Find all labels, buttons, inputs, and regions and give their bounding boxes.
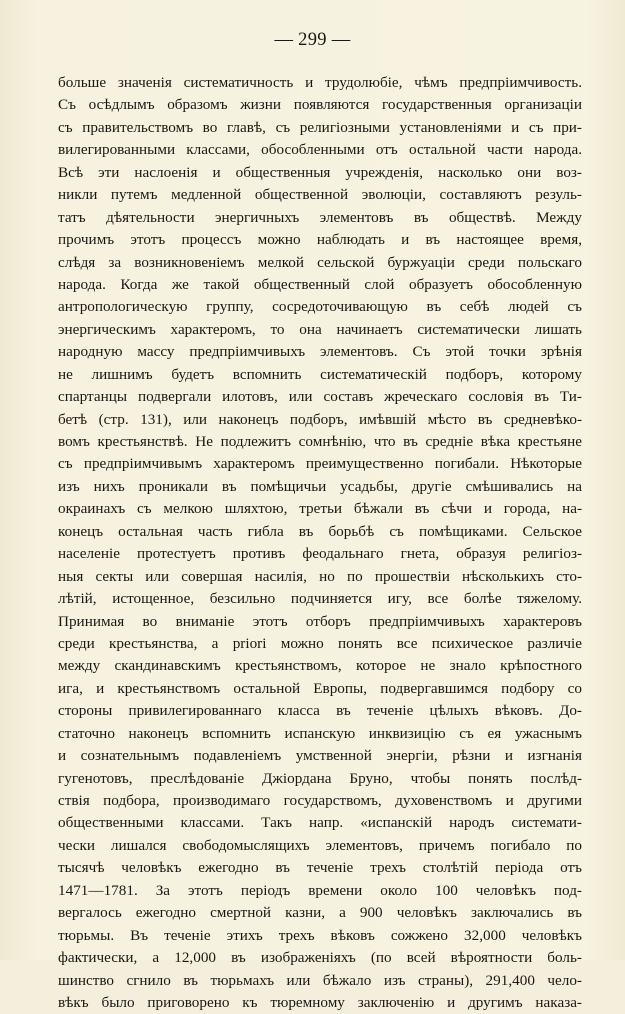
text-line: народную массу предпріимчивыхъ элементовъ. Съ этой точки зрѣнія	[58, 343, 582, 361]
page-number: — 299 —	[274, 30, 351, 50]
text-line: фактически, а 12,000 въ изображеніяхъ (по всей вѣроятности боль-	[58, 949, 582, 967]
text-line: ига, и крестьянствомъ остальной Европы, подвергавшимся подбору со	[58, 679, 582, 697]
text-line: больше значенія систематичность и трудолюбіе, чѣмъ предпріимчивость.	[58, 74, 582, 91]
text-line: ныя секты или совершая насилія, но по прошествіи нѣсколькихъ сто-	[58, 567, 582, 585]
text-line: стороны привилегированнаго класса въ теченіе цѣлыхъ вѣковъ. До-	[58, 702, 582, 720]
text-line: бетѣ (стр. 131), или наконецъ подборъ, имѣвшій мѣсто въ средневѣко-	[58, 410, 582, 428]
text-line: никли путемъ медленной общественной эволюціи, составляютъ резуль-	[58, 186, 582, 204]
text-line: съ правительствомъ во главѣ, съ религіозными установленіями и съ при-	[58, 118, 582, 136]
text-line: шинство сгнило въ тюрьмахъ или бѣжало изъ страны), 291,400 чело-	[58, 971, 582, 989]
text-line: энергическимъ характеромъ, то она начинаетъ систематически лишать	[58, 320, 582, 338]
text-line: тюрьмы. Въ теченіе этихъ трехъ вѣковъ сожжено 32,000 человѣкъ	[58, 926, 582, 944]
text-line: населеніе протестуетъ противъ феодальнаго гнета, образуя религіоз-	[58, 545, 582, 563]
text-line: прочимъ этотъ процессъ можно наблюдать и въ настоящее время,	[58, 231, 582, 249]
text-line: между скандинавскимъ крестьянствомъ, которое не знало крѣпостного	[58, 657, 582, 675]
text-line: вилегированными классами, обособленными отъ остальной части народа.	[58, 141, 582, 159]
text-line: не лишнимъ будетъ вспомнить систематическій подборъ, которому	[58, 365, 582, 383]
text-line: чески лишался свободомыслящихъ элементовъ, причемъ погибало по	[58, 836, 582, 854]
text-line: изъ нихъ проникали въ помѣщичьи усадьбы, другіе смѣшивались на	[58, 477, 582, 495]
text-line: гугенотовъ, преслѣдованіе Джіордана Бруно, чтобы понять послѣд-	[58, 769, 582, 787]
text-line: вѣкъ было приговорено къ тюремному заключенію и другимъ наказа-	[58, 993, 582, 1011]
text-line: Всѣ эти наслоенія и общественныя учрежденія, насколько они воз-	[58, 163, 582, 181]
text-line: вомъ крестьянствѣ. Не подлежитъ сомнѣнію, что въ средніе вѣка крестьяне	[58, 433, 582, 450]
text-line: лѣтій, истощенное, безсильно подчиняется игу, все болѣе тяжелому.	[58, 590, 582, 608]
text-line: конецъ остальная часть гибла въ борьбѣ съ помѣщиками. Сельское	[58, 522, 582, 540]
text-line: общественными классами. Такъ напр. «испанскій народъ системати-	[58, 814, 582, 832]
text-line: окраинахъ съ мелкою шляхтою, третьи бѣжали въ сѣчи и города, на-	[58, 500, 582, 518]
text-line: народа. Когда же такой общественный слой образуетъ обособленную	[58, 275, 582, 293]
text-line: спартанцы подвергали илотовъ, или составъ жреческаго сословія въ Ти-	[58, 388, 582, 406]
text-line: тысячѣ человѣкъ ежегодно въ теченіе трехъ столѣтій періода отъ	[58, 859, 582, 877]
text-line: Принимая во вниманіе этотъ отборъ предпріимчивыхъ характеровъ	[58, 612, 582, 630]
text-line: и сознательнымъ подавленіемъ умственной энергіи, рѣзни и изгнанія	[58, 747, 582, 765]
text-line: съ предпріимчивымъ характеромъ преимущественно погибали. Нѣкоторые	[58, 455, 582, 473]
text-line: Съ осѣдлымъ образомъ жизни появляются государственныя организаціи	[58, 96, 582, 114]
text-line: ствія подбора, производимаго государствомъ, духовенствомъ и другими	[58, 792, 582, 809]
body-text	[58, 72, 582, 1014]
text-line: статочно наконецъ вспомнить испанскую инквизицію съ ея ужаснымъ	[58, 724, 582, 742]
text-line: 1471—1781. За этотъ періодъ времени около 100 человѣкъ под-	[58, 881, 582, 899]
text-line: вергалось ежегодно смертной казни, а 900 человѣкъ заключались въ	[58, 904, 582, 922]
text-line: антропологическую группу, сосредоточивающую въ себѣ людей съ	[58, 298, 582, 316]
text-line: слѣдя за возникновеніемъ мелкой сельской буржуаціи среди польскаго	[58, 253, 582, 271]
text-line: среди крестьянства, а priori можно понять все психическое различіе	[58, 634, 582, 652]
text-line: татъ дѣятельности энергичныхъ элементовъ въ обществѣ. Между	[58, 208, 582, 226]
